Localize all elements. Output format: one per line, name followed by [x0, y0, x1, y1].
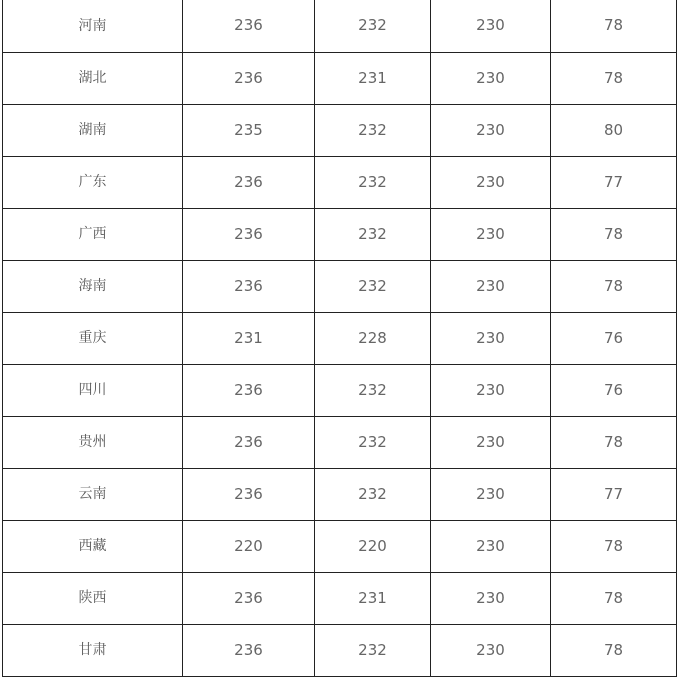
score-cell: 220: [183, 520, 315, 572]
score-cell: 230: [431, 104, 551, 156]
province-cell: 湖北: [3, 52, 183, 104]
score-cell: 78: [551, 260, 677, 312]
score-cell: 78: [551, 416, 677, 468]
score-cell: 78: [551, 208, 677, 260]
score-cell: 230: [431, 312, 551, 364]
province-cell: 甘肃: [3, 624, 183, 676]
score-cell: 232: [315, 0, 431, 52]
table-row: [3, 312, 677, 364]
province-cell: 广西: [3, 208, 183, 260]
table-row: [3, 364, 677, 416]
score-cell: 228: [315, 312, 431, 364]
score-cell: 230: [431, 52, 551, 104]
province-cell: 重庆: [3, 312, 183, 364]
score-cell: 231: [183, 312, 315, 364]
score-cell: 78: [551, 0, 677, 52]
province-cell: 湖南: [3, 104, 183, 156]
score-cell: 236: [183, 468, 315, 520]
table-row: [3, 520, 677, 572]
table-row: [3, 416, 677, 468]
province-cell: 海南: [3, 260, 183, 312]
table-row: [3, 208, 677, 260]
score-cell: 77: [551, 468, 677, 520]
score-cell: 231: [315, 52, 431, 104]
score-cell: 230: [431, 520, 551, 572]
score-cell: 78: [551, 520, 677, 572]
score-cell: 236: [183, 416, 315, 468]
score-cell: 236: [183, 624, 315, 676]
score-cell: 232: [315, 104, 431, 156]
score-cell: 236: [183, 156, 315, 208]
table-row: [3, 52, 677, 104]
table-row: [3, 468, 677, 520]
province-cell: 四川: [3, 364, 183, 416]
province-cell: 河南: [3, 0, 183, 52]
score-cell: 235: [183, 104, 315, 156]
score-cell: 220: [315, 520, 431, 572]
score-cell: 232: [315, 364, 431, 416]
score-cell: 77: [551, 156, 677, 208]
score-cell: 230: [431, 624, 551, 676]
score-cell: 230: [431, 0, 551, 52]
score-cell: 76: [551, 312, 677, 364]
score-cell: 76: [551, 364, 677, 416]
score-cell: 80: [551, 104, 677, 156]
province-cell: 广东: [3, 156, 183, 208]
table-row: [3, 260, 677, 312]
score-cell: 236: [183, 52, 315, 104]
score-cell: 232: [315, 624, 431, 676]
province-cell: 贵州: [3, 416, 183, 468]
score-cell: 230: [431, 208, 551, 260]
score-cell: 230: [431, 260, 551, 312]
province-cell: 云南: [3, 468, 183, 520]
score-cell: 236: [183, 572, 315, 624]
score-cell: 232: [315, 468, 431, 520]
score-table-container: [2, 0, 676, 677]
table-row: [3, 624, 677, 676]
score-cell: 78: [551, 572, 677, 624]
score-cell: 232: [315, 260, 431, 312]
score-cell: 236: [183, 364, 315, 416]
score-cell: 231: [315, 572, 431, 624]
score-cell: 236: [183, 208, 315, 260]
score-cell: 232: [315, 156, 431, 208]
province-cell: 陕西: [3, 572, 183, 624]
score-cell: 230: [431, 364, 551, 416]
score-table: [2, 0, 677, 677]
table-row: [3, 156, 677, 208]
table-row: [3, 0, 677, 52]
score-cell: 78: [551, 624, 677, 676]
province-cell: 西藏: [3, 520, 183, 572]
score-cell: 230: [431, 572, 551, 624]
table-row: [3, 104, 677, 156]
score-cell: 230: [431, 468, 551, 520]
score-cell: 232: [315, 416, 431, 468]
score-cell: 78: [551, 52, 677, 104]
score-cell: 230: [431, 156, 551, 208]
table-row: [3, 572, 677, 624]
score-cell: 236: [183, 0, 315, 52]
score-cell: 236: [183, 260, 315, 312]
score-cell: 232: [315, 208, 431, 260]
score-cell: 230: [431, 416, 551, 468]
